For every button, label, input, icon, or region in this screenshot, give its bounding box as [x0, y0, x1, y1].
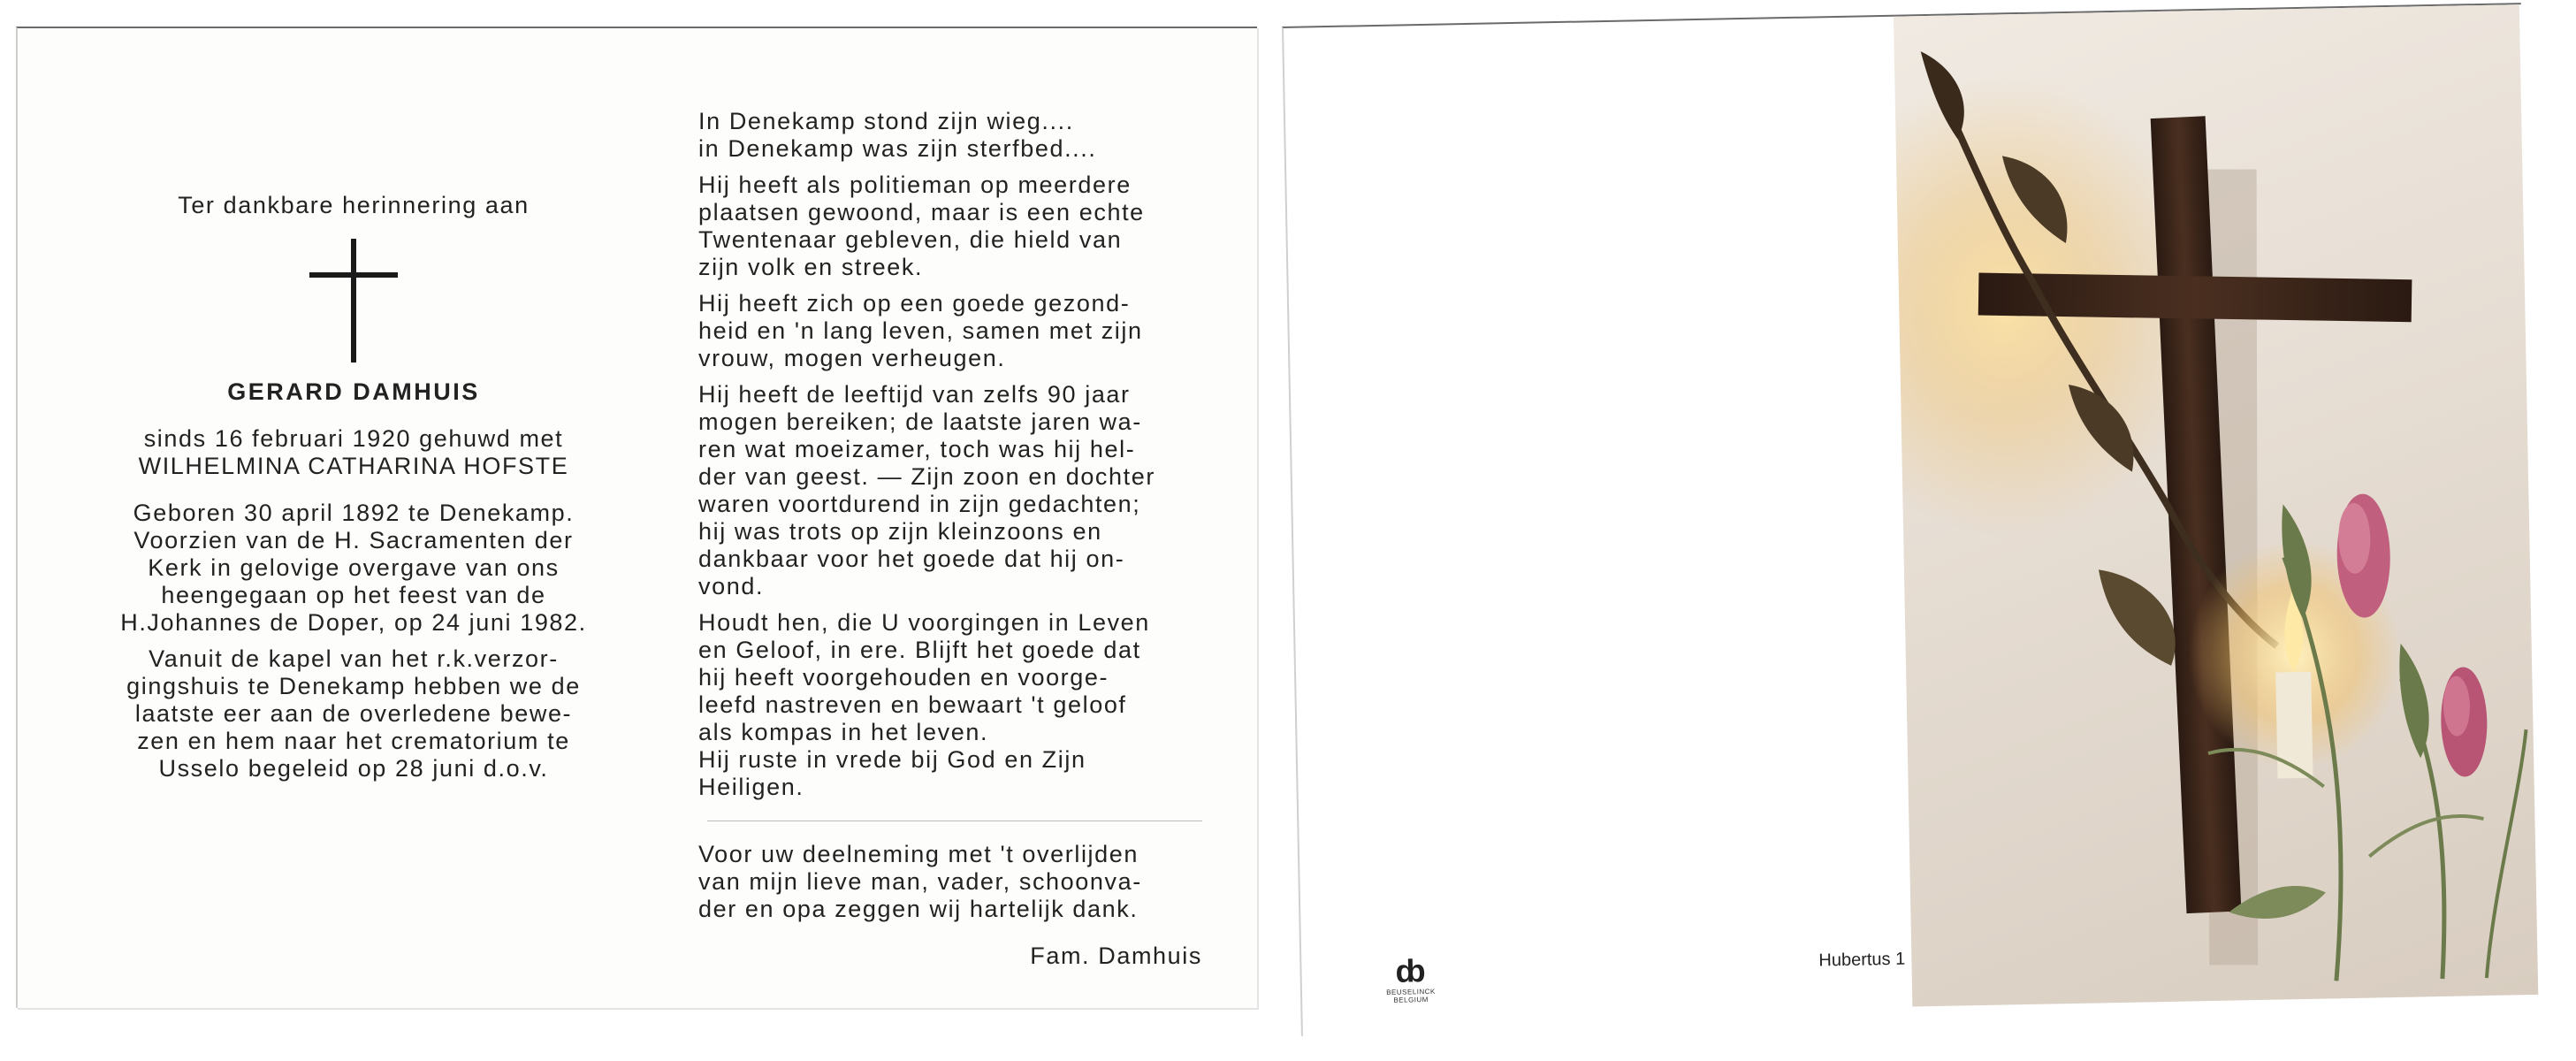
cross-icon: [309, 239, 398, 363]
funeral-line: Vanuit de kapel van het r.k.verzor-: [149, 645, 559, 672]
publisher-mark: [1379, 954, 1442, 1004]
funeral-line: zen en hem naar het crematorium te: [137, 728, 570, 754]
card-caption: Hubertus 1: [1818, 949, 1906, 971]
married-line: sinds 16 februari 1920 gehuwd met: [143, 425, 564, 452]
funeral-line: Usselo begeleid op 28 juni d.o.v.: [158, 755, 549, 782]
memorial-card-front: [1282, 3, 2541, 1036]
photo-illustration: [1894, 4, 2538, 1006]
text-line: Hij heeft als politieman op meerdere: [698, 172, 1132, 198]
text-line: als kompas in het leven.: [698, 719, 989, 745]
left-column: [102, 192, 606, 782]
text-line: Hij heeft zich op een goede gezond-: [698, 290, 1131, 317]
paragraph-career: [698, 172, 1202, 281]
text-line: Voor uw deelneming met 't overlijden: [698, 841, 1139, 867]
bio-line: Kerk in gelovige overgave van ons: [148, 554, 560, 581]
cross-candle-photo: [1894, 4, 2538, 1006]
text-line: leefd nastreven en bewaart 't geloof: [698, 691, 1127, 718]
paragraph-prayer: [698, 609, 1202, 801]
text-line: In Denekamp stond zijn wieg....: [698, 108, 1074, 134]
text-line: Hij ruste in vrede bij God en Zijn: [698, 746, 1086, 773]
text-line: der van geest. — Zijn zoon en dochter: [698, 463, 1155, 490]
text-line: Hij heeft de leeftijd van zelfs 90 jaar: [698, 381, 1131, 408]
publisher-logo-icon: ȸ: [1394, 952, 1427, 989]
text-line: mogen bereiken; de laatste jaren wa-: [698, 408, 1142, 435]
text-line: ren wat moeizamer, toch was hij hel-: [698, 436, 1136, 462]
memorial-heading: Ter dankbare herinnering aan: [178, 192, 530, 218]
text-line: zijn volk en streek.: [698, 254, 924, 280]
text-line: Heiligen.: [698, 774, 804, 800]
spouse-name: WILHELMINA CATHARINA HOFSTE: [138, 453, 569, 479]
deceased-name: GERARD DAMHUIS: [227, 378, 480, 405]
text-line: vond.: [698, 573, 765, 599]
text-line: dankbaar voor het goede dat hij on-: [698, 546, 1125, 572]
text-line: vrouw, mogen verheugen.: [698, 345, 1006, 371]
text-line: Twentenaar gebleven, die hield van: [698, 226, 1123, 253]
text-line: plaatsen gewoond, maar is een echte: [698, 199, 1145, 225]
text-line: heid en 'n lang leven, samen met zijn: [698, 317, 1143, 344]
bio-line: H.Johannes de Doper, op 24 juni 1982.: [120, 609, 587, 636]
family-signature: Fam. Damhuis: [1030, 943, 1202, 969]
text-line: in Denekamp was zijn sterfbed....: [698, 135, 1097, 162]
funeral-line: laatste eer aan de overledene bewe-: [134, 700, 573, 727]
text-line: van mijn lieve man, vader, schoonva-: [698, 868, 1142, 895]
paragraph-age: [698, 381, 1202, 600]
text-line: en Geloof, in ere. Blijft het goede dat: [698, 637, 1141, 663]
paragraph-health: [698, 290, 1202, 372]
paragraph-birthplace: [698, 108, 1202, 163]
bio-line: Voorzien van de H. Sacramenten der: [133, 527, 574, 553]
bio-line: Geboren 30 april 1892 te Denekamp.: [133, 500, 575, 526]
right-column: [698, 108, 1202, 970]
text-line: Houdt hen, die U voorgingen in Leven: [698, 609, 1150, 636]
memorial-card-text: [16, 27, 1257, 1008]
text-line: hij heeft voorgehouden en voorge-: [698, 664, 1109, 691]
thanks-paragraph: [698, 841, 1202, 923]
bio-line: heengegaan op het feest van de: [161, 582, 546, 608]
funeral-line: gingshuis te Denekamp hebben we de: [126, 673, 581, 699]
text-line: waren voortdurend in zijn gedachten;: [698, 491, 1141, 517]
publisher-country: BELGIUM: [1393, 996, 1429, 1004]
publisher-name: BEUSELINCK: [1386, 987, 1436, 996]
text-line: hij was trots op zijn kleinzoons en: [698, 518, 1102, 545]
text-line: der en opa zeggen wij hartelijk dank.: [698, 896, 1139, 922]
